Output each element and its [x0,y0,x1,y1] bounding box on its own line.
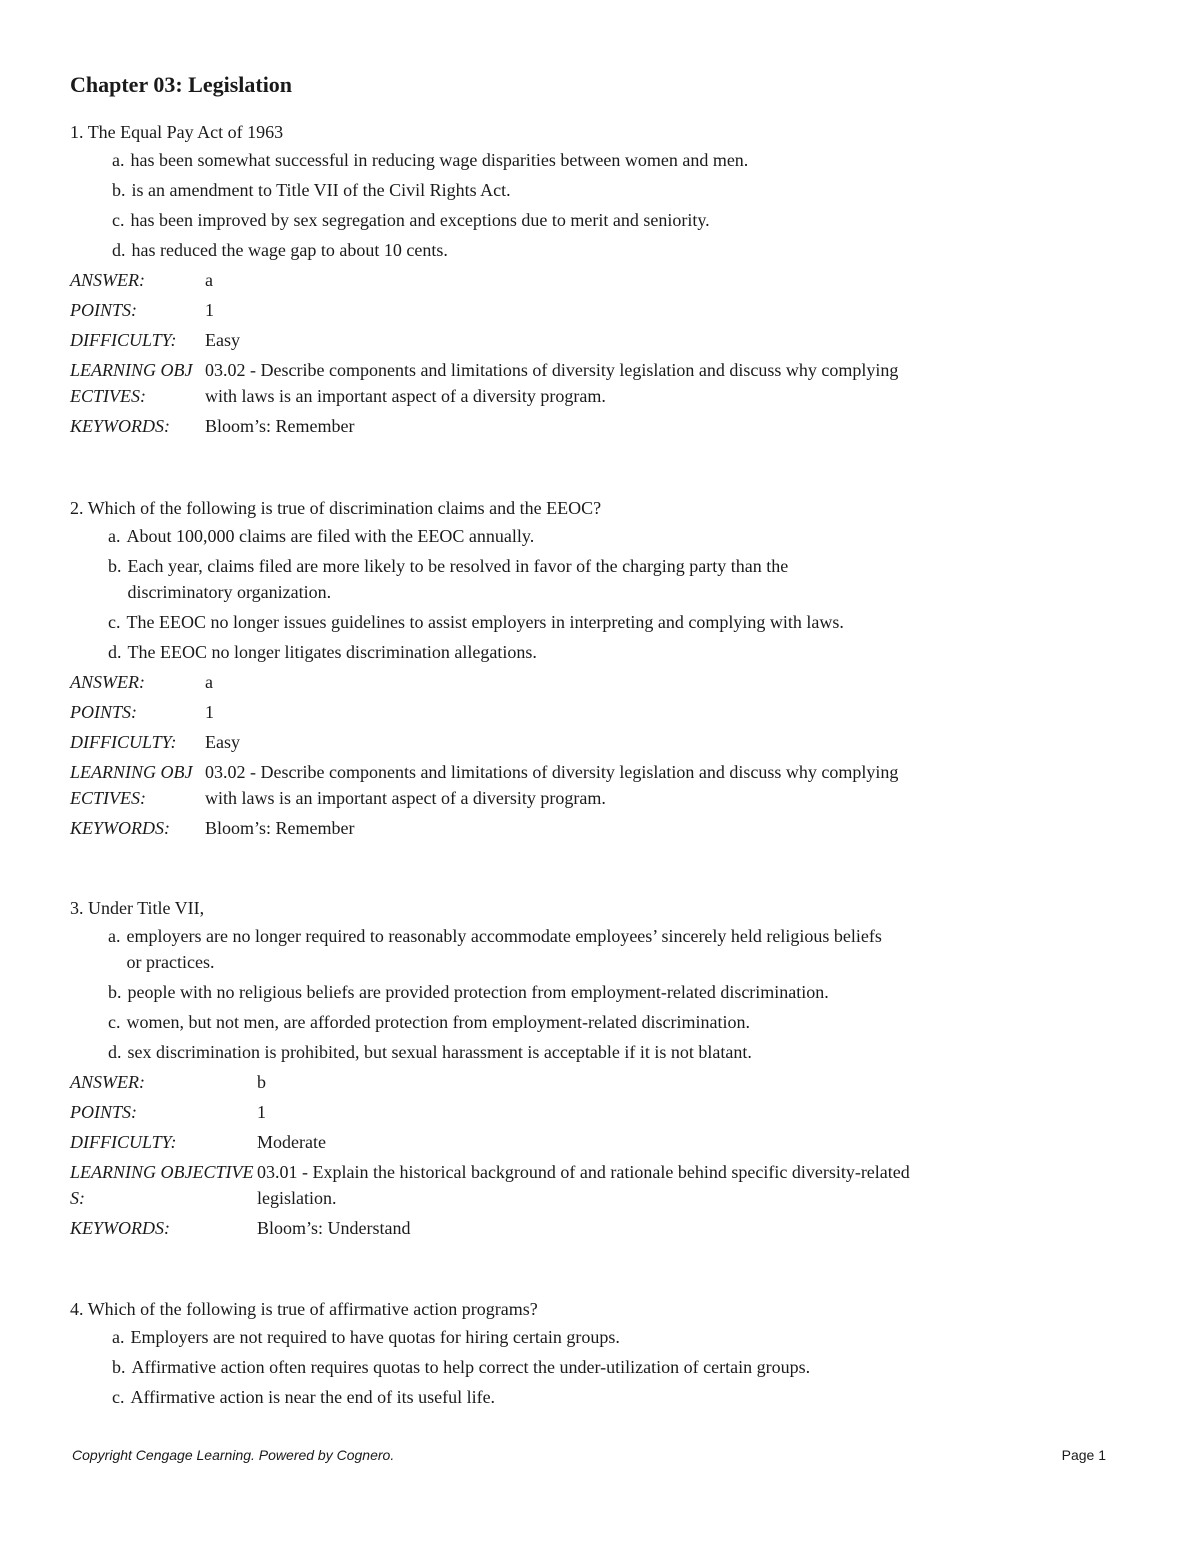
answer-row [70,267,930,293]
option-letter: a. [112,1327,125,1347]
option-letter: c. [108,1012,121,1032]
meta-label: POINTS: [70,702,137,722]
meta-value: 1 [205,702,214,722]
question-text: The Equal Pay Act of 1963 [87,122,284,142]
points-row [70,297,930,323]
meta-value: Bloom’s: Remember [205,416,355,436]
keywords-row [70,1215,930,1241]
meta-value: Easy [205,732,240,752]
meta-value: a [205,270,213,290]
learning-objectives-row [70,759,930,811]
meta-value: Bloom’s: Understand [257,1218,411,1238]
question-metadata [70,669,930,841]
option-text: women, but not men, are afforded protection from employment-related discrimination. [126,1012,750,1032]
answer-option-a [108,923,888,975]
question-metadata [70,267,930,439]
meta-label: ANSWER: [70,270,145,290]
question-text: Which of the following is true of discrimination claims and the EEOC? [87,498,602,518]
answer-option-c [112,207,872,233]
keywords-row [70,815,930,841]
option-letter: b. [112,180,126,200]
meta-value: b [257,1072,266,1092]
copyright-notice: Copyright Cengage Learning. Powered by Cognero. [72,1447,395,1463]
option-letter: c. [112,210,125,230]
question-stem [70,117,930,147]
meta-value: 1 [205,300,214,320]
answer-option-b [112,1354,892,1380]
question-number: 4. [70,1299,84,1319]
question-metadata [70,1069,930,1241]
meta-label: DIFFICULTY: [70,732,177,752]
answer-option-c [108,1009,888,1035]
option-letter: c. [108,612,121,632]
option-letter: a. [108,926,121,946]
option-text: is an amendment to Title VII of the Civil Rights Act. [131,180,511,200]
question-stem [70,1294,930,1324]
option-text: has been improved by sex segregation and exceptions due to merit and seniority. [130,210,710,230]
answer-option-d [112,237,872,263]
difficulty-row [70,729,930,755]
answer-option-c [108,609,868,635]
meta-value: Easy [205,330,240,350]
option-text: employers are no longer required to reasonably accommodate employees’ sincerely held religious beliefs or practices. [126,926,882,972]
meta-value: 03.02 - Describe components and limitations of diversity legislation and discuss why complying with laws is an important aspect of a diversity program. [205,762,899,808]
points-row [70,699,930,725]
meta-value: 03.01 - Explain the historical background of and rationale behind specific diversity-related legislation. [257,1162,910,1208]
question-stem [70,493,930,523]
option-text: About 100,000 claims are filed with the EEOC annually. [126,526,535,546]
question-number: 1. [70,122,84,142]
page-title: Chapter 03: Legislation [70,72,293,97]
answer-option-a [108,523,868,549]
question-number: 3. [70,898,84,918]
meta-value: 1 [257,1102,266,1122]
meta-label: DIFFICULTY: [70,1132,177,1152]
meta-label: LEARNING OBJECTIVES: [70,1162,254,1208]
meta-value: Moderate [257,1132,326,1152]
answer-option-d [108,639,868,665]
meta-label: LEARNING OBJECTIVES: [70,762,193,808]
option-letter: a. [112,150,125,170]
meta-label: DIFFICULTY: [70,330,177,350]
difficulty-row [70,1129,930,1155]
answer-option-c [112,1384,892,1410]
meta-label: ANSWER: [70,1072,145,1092]
answer-row [70,1069,930,1095]
option-letter: b. [112,1357,126,1377]
learning-objectives-row [70,1159,930,1211]
option-text: sex discrimination is prohibited, but sexual harassment is acceptable if it is not blatant. [127,1042,752,1062]
answer-option-d [108,1039,888,1065]
option-text: Affirmative action is near the end of its useful life. [130,1387,496,1407]
option-letter: d. [112,240,126,260]
question-stem [70,893,930,923]
option-letter: d. [108,1042,122,1062]
option-text: Employers are not required to have quotas for hiring certain groups. [130,1327,620,1347]
option-text: people with no religious beliefs are provided protection from employment-related discrimination. [127,982,829,1002]
answer-option-b [108,553,868,605]
option-letter: c. [112,1387,125,1407]
meta-label: POINTS: [70,300,137,320]
question-2 [70,493,930,845]
option-letter: a. [108,526,121,546]
answer-option-a [112,147,872,173]
question-text: Under Title VII, [88,898,205,918]
option-text: has been somewhat successful in reducing wage disparities between women and men. [130,150,749,170]
meta-value: 03.02 - Describe components and limitations of diversity legislation and discuss why complying with laws is an important aspect of a diversity program. [205,360,899,406]
meta-value: a [205,672,213,692]
meta-value: Bloom’s: Remember [205,818,355,838]
meta-label: KEYWORDS: [70,818,170,838]
question-text: Which of the following is true of affirmative action programs? [87,1299,538,1319]
option-text: has reduced the wage gap to about 10 cents. [131,240,448,260]
meta-label: POINTS: [70,1102,137,1122]
option-text: The EEOC no longer litigates discrimination allegations. [127,642,537,662]
answer-option-b [112,177,872,203]
answer-option-b [108,979,888,1005]
question-4 [70,1294,930,1414]
option-text: Each year, claims filed are more likely to be resolved in favor of the charging party than the discriminatory organization. [127,556,789,602]
learning-objectives-row [70,357,930,409]
question-1 [70,117,930,443]
answer-option-a [112,1324,892,1350]
option-letter: b. [108,982,122,1002]
option-text: Affirmative action often requires quotas to help correct the under-utilization of certain groups. [131,1357,811,1377]
page-number: Page 1 [1061,1447,1106,1463]
answer-row [70,669,930,695]
option-letter: b. [108,556,122,576]
points-row [70,1099,930,1125]
option-text: The EEOC no longer issues guidelines to assist employers in interpreting and complying with laws. [126,612,844,632]
meta-label: KEYWORDS: [70,416,170,436]
meta-label: KEYWORDS: [70,1218,170,1238]
question-3 [70,893,930,1245]
question-number: 2. [70,498,84,518]
meta-label: ANSWER: [70,672,145,692]
keywords-row [70,413,930,439]
difficulty-row [70,327,930,353]
option-letter: d. [108,642,122,662]
meta-label: LEARNING OBJECTIVES: [70,360,193,406]
